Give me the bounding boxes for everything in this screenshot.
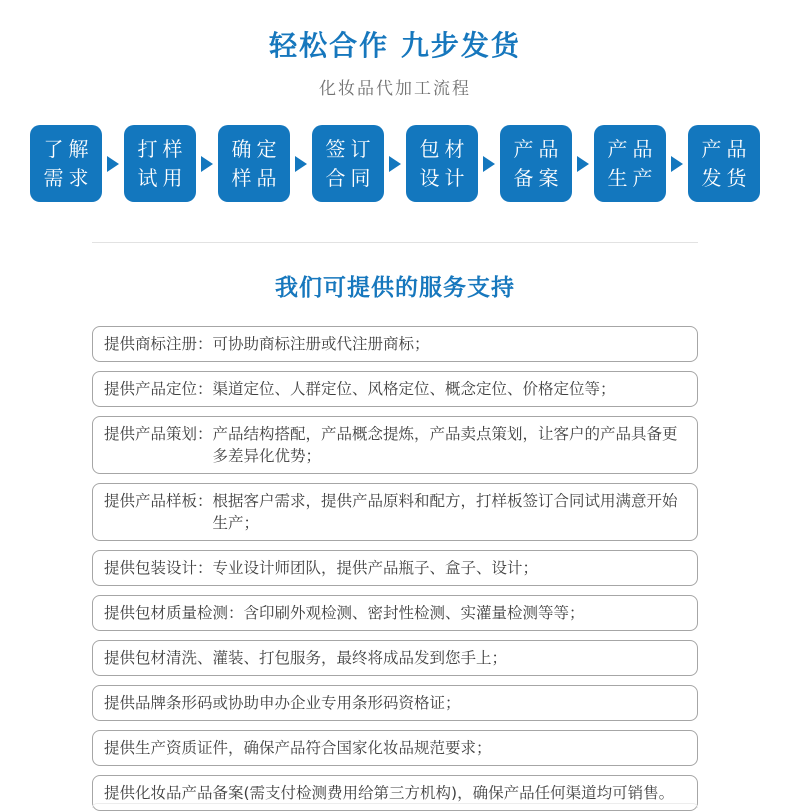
flow-step-line: 生产 <box>607 165 658 190</box>
flow-arrow-icon <box>201 156 213 172</box>
service-item-text: 提供生产资质证件，确保产品符合国家化妆品规范要求； <box>104 739 492 757</box>
flow-step-2 <box>124 125 196 202</box>
service-item-label: 提供产品策划： <box>104 425 213 443</box>
service-item-text: 提供化妆品产品备案(需支付检测费用给第三方机构)，确保产品任何渠道均可销售。 <box>104 784 675 802</box>
service-item-label: 提供商标注册： <box>104 335 213 353</box>
flow-step-8 <box>688 125 760 202</box>
service-item-planning <box>92 416 698 474</box>
service-item-license <box>92 730 698 766</box>
service-item-label: 提供产品定位： <box>104 380 213 398</box>
service-item-text: 根据客户需求，提供产品原料和配方，打样板签订合同试用满意开始生产； <box>212 492 678 532</box>
flow-arrow-icon <box>671 156 683 172</box>
flow-arrow-icon <box>577 156 589 172</box>
flow-step-line: 备案 <box>513 165 564 190</box>
flow-step-line: 设计 <box>419 165 470 190</box>
service-item-label: 提供包材质量检测： <box>104 604 244 622</box>
flow-step-line: 了解 <box>43 136 94 161</box>
service-item-text: 产品结构搭配，产品概念提炼，产品卖点策划，让客户的产品具备更多差异化优势； <box>212 425 678 465</box>
flow-step-line: 需求 <box>43 165 94 190</box>
flow-step-line: 产品 <box>513 136 564 161</box>
service-item-label: 提供产品样板： <box>104 492 213 510</box>
page-subtitle: 化妆品代加工流程 <box>319 79 471 99</box>
service-item-sample <box>92 483 698 541</box>
service-item-text: 提供包材清洗、灌装、打包服务，最终将成品发到您手上； <box>104 649 508 667</box>
flow-step-4 <box>312 125 384 202</box>
service-item-trademark <box>92 326 698 362</box>
page-header <box>0 0 790 99</box>
flow-step-line: 打样 <box>137 136 188 161</box>
flow-arrow-icon <box>107 156 119 172</box>
flow-arrow-icon <box>295 156 307 172</box>
service-item-positioning <box>92 371 698 407</box>
page-title: 轻松合作 九步发货 <box>269 29 521 62</box>
flow-step-line: 签订 <box>325 136 376 161</box>
service-item-packaging-design <box>92 550 698 586</box>
service-item-text: 专业设计师团队，提供产品瓶子、盒子、设计； <box>212 559 539 577</box>
services-title: 我们可提供的服务支持 <box>275 275 515 301</box>
flow-step-line: 试用 <box>137 165 188 190</box>
service-item-quality-check <box>92 595 698 631</box>
services-list <box>92 326 698 811</box>
flow-step-line: 确定 <box>231 136 282 161</box>
flow-step-5 <box>406 125 478 202</box>
flow-step-line: 发货 <box>701 165 752 190</box>
flow-step-line: 合同 <box>325 165 376 190</box>
flow-arrow-icon <box>483 156 495 172</box>
flow-step-3 <box>218 125 290 202</box>
service-item-label: 提供包装设计： <box>104 559 213 577</box>
service-item-filling <box>92 640 698 676</box>
services-section <box>92 242 698 811</box>
flow-step-6 <box>500 125 572 202</box>
flow-step-line: 产品 <box>701 136 752 161</box>
flow-arrow-icon <box>389 156 401 172</box>
service-item-text: 提供品牌条形码或协助申办企业专用条形码资格证； <box>104 694 461 712</box>
service-item-text: 含印刷外观检测、密封性检测、实灌量检测等等； <box>243 604 585 622</box>
next-item-cutoff-edge <box>92 803 698 808</box>
flow-step-line: 样品 <box>231 165 282 190</box>
flow-step-7 <box>594 125 666 202</box>
service-item-barcode <box>92 685 698 721</box>
flow-step-1 <box>30 125 102 202</box>
process-flow <box>0 125 790 202</box>
flow-step-line: 产品 <box>607 136 658 161</box>
service-item-text: 可协助商标注册或代注册商标； <box>212 335 430 353</box>
service-item-text: 渠道定位、人群定位、风格定位、概念定位、价格定位等； <box>212 380 616 398</box>
flow-step-line: 包材 <box>419 136 470 161</box>
